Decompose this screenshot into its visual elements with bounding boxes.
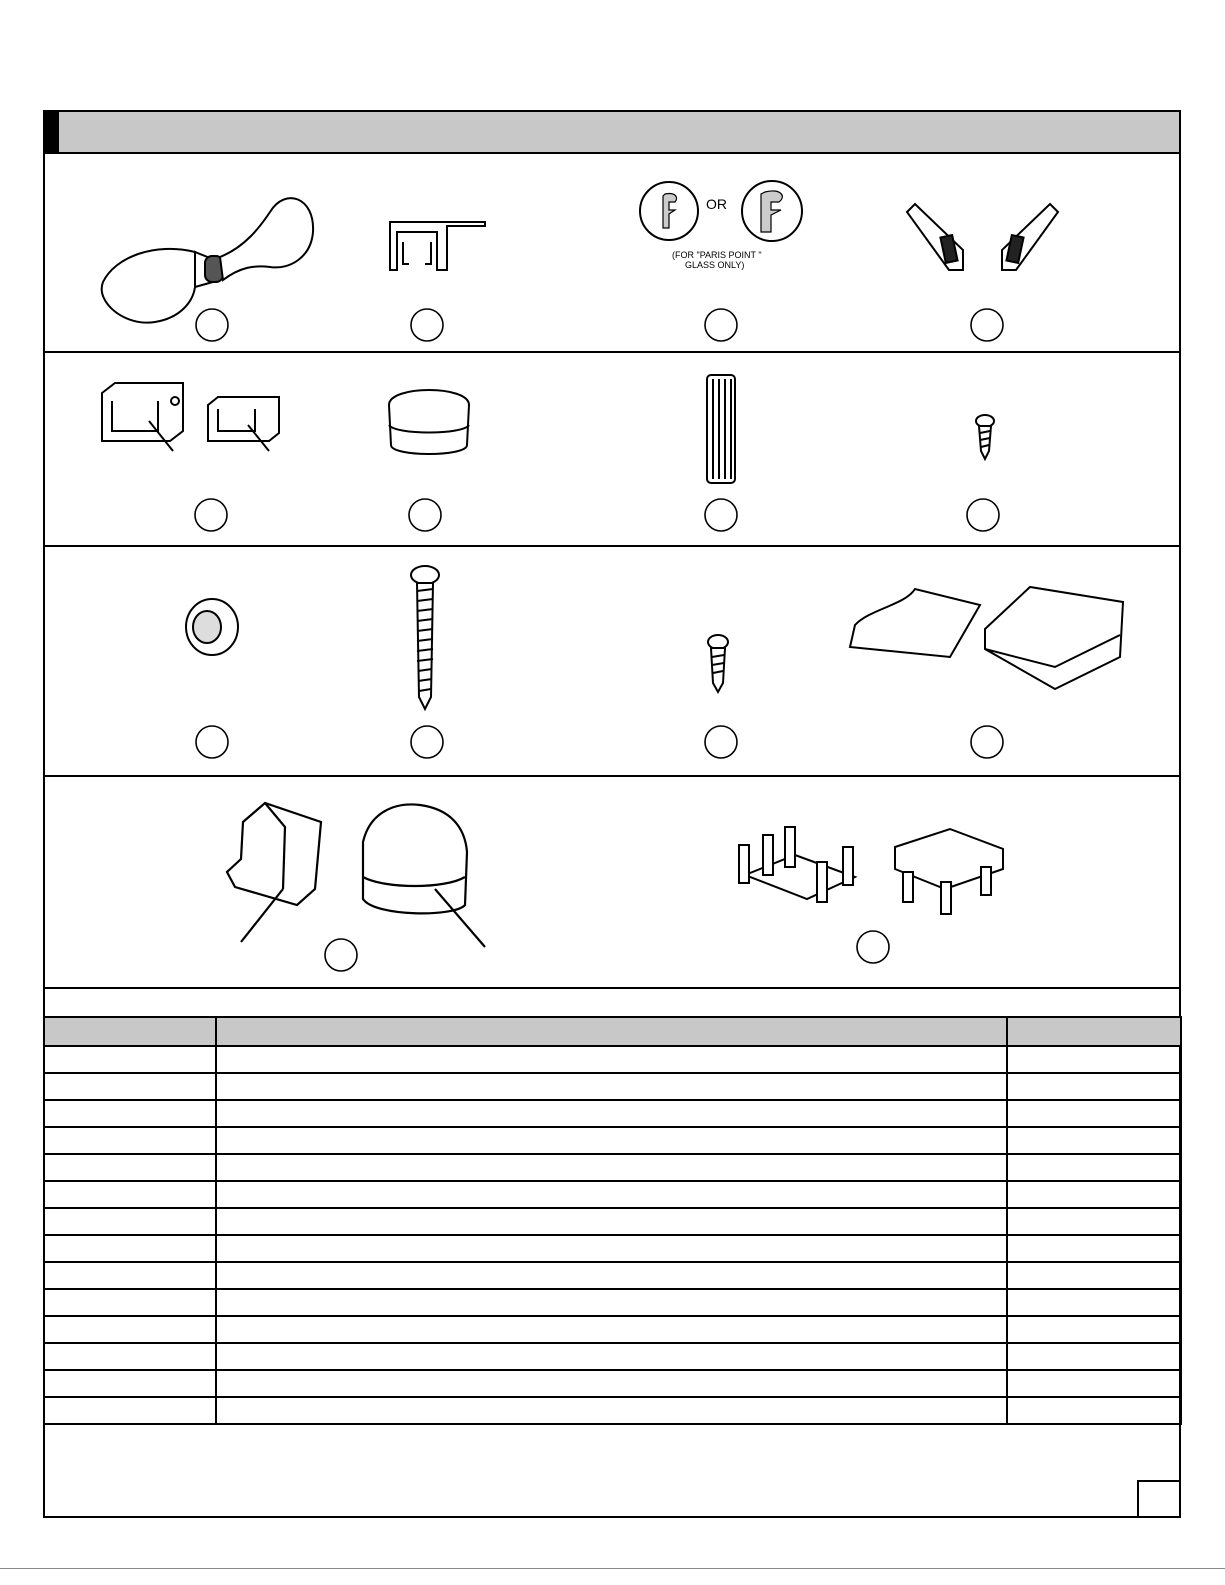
callout-circle-14 bbox=[857, 931, 889, 963]
channel-profile-drawing bbox=[390, 222, 485, 270]
table-row bbox=[44, 1370, 1181, 1397]
long-screw-drawing bbox=[411, 566, 439, 709]
post-plug-drawing bbox=[739, 827, 1003, 914]
paris-note-line-2: GLASS ONLY) bbox=[685, 260, 745, 270]
callout-circle-5 bbox=[195, 499, 227, 531]
corner-bracket-drawing bbox=[227, 803, 321, 942]
callout-circle-7 bbox=[705, 499, 737, 531]
callout-circle-4 bbox=[971, 309, 1003, 341]
table-row bbox=[44, 1289, 1181, 1316]
paris-note-line-1: (FOR "PARIS POINT " bbox=[672, 250, 762, 260]
bumper-cap-drawing bbox=[389, 390, 469, 454]
header-tab-marker bbox=[45, 112, 59, 152]
short-screw-drawing bbox=[976, 415, 994, 459]
medium-screw-drawing bbox=[708, 635, 728, 692]
glass-clamp-drawing bbox=[102, 383, 279, 451]
row-1-drawings bbox=[45, 152, 1179, 351]
table-row bbox=[44, 1181, 1181, 1208]
parts-row-4 bbox=[45, 777, 1179, 989]
callout-circle-2 bbox=[411, 309, 443, 341]
table-row bbox=[44, 1208, 1181, 1235]
wall-anchor-drawing bbox=[707, 375, 735, 483]
callout-circle-6 bbox=[409, 499, 441, 531]
table-row bbox=[44, 1316, 1181, 1343]
seal-profile-drawing-b bbox=[742, 181, 802, 241]
parts-row-2 bbox=[45, 353, 1179, 547]
section-header bbox=[45, 112, 1179, 154]
callout-circle-11 bbox=[705, 726, 737, 758]
callout-circle-8 bbox=[967, 499, 999, 531]
table-row bbox=[44, 1046, 1181, 1073]
callout-circle-13 bbox=[325, 939, 357, 971]
row-4-drawings bbox=[45, 777, 1179, 987]
end-cover-drawing bbox=[850, 587, 1123, 689]
corner-cap-drawing bbox=[363, 804, 485, 947]
washer-drawing bbox=[186, 599, 238, 655]
callout-circle-3 bbox=[705, 309, 737, 341]
callout-circle-9 bbox=[196, 726, 228, 758]
or-label: OR bbox=[706, 196, 727, 212]
table-row bbox=[44, 1235, 1181, 1262]
magnetic-strip-drawing bbox=[907, 204, 1058, 270]
table-row bbox=[44, 1397, 1181, 1424]
parts-sheet-frame bbox=[43, 110, 1181, 1518]
row-2-drawings bbox=[45, 353, 1179, 545]
table-row bbox=[44, 1100, 1181, 1127]
parts-row-3 bbox=[45, 547, 1179, 777]
parts-row-1 bbox=[45, 152, 1179, 353]
table-row bbox=[44, 1154, 1181, 1181]
callout-circle-12 bbox=[971, 726, 1003, 758]
page-number-box bbox=[1137, 1480, 1179, 1516]
callout-circle-10 bbox=[411, 726, 443, 758]
row-3-drawings bbox=[45, 547, 1179, 775]
table-row bbox=[44, 1262, 1181, 1289]
seal-profile-drawing-a bbox=[640, 182, 698, 240]
col-header-key bbox=[44, 1017, 216, 1046]
callout-circle-1 bbox=[196, 309, 228, 341]
page-bottom-rule bbox=[0, 1568, 1225, 1569]
table-row bbox=[44, 1073, 1181, 1100]
col-header-quantity bbox=[1007, 1017, 1181, 1046]
table-row bbox=[44, 1343, 1181, 1370]
table-row bbox=[44, 1127, 1181, 1154]
parts-list-table bbox=[43, 1016, 1182, 1425]
door-knob-drawing bbox=[102, 198, 313, 323]
parts-table-header-row bbox=[44, 1017, 1181, 1046]
col-header-description bbox=[216, 1017, 1008, 1046]
